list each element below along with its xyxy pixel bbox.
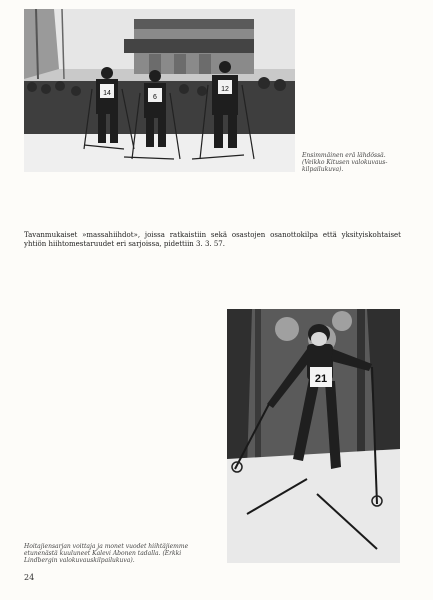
bib-number: 12 [221,86,229,93]
page-number: 24 [24,573,35,582]
ski-race-start-photo [24,9,295,172]
bib-number: 14 [103,90,111,97]
bottom-photo-caption: Hoitajiensarjan voittaja ja monet vuodet hiihtäjiemme etunenästä kuuluneet Kalevi Abonen tadalla. (Erkki Lindbergin valokuvauskilpailukuva). [24,543,189,565]
top-photo-caption: Ensimmäinen erä lähdössä. (Veikko Kitusen valokuvaus- kilpailukuva). [302,152,388,174]
bib-number: 21 [314,373,328,385]
bib-number: 6 [153,94,157,101]
skier-portrait-photo [227,309,400,563]
body-paragraph: Tavanmukaiset »massahiihdot», joissa ratkaistiin sekä osastojen osanottokilpa että yksityiskohtaiset yhtiön hiihtomestaruudet eri sarjoissa, pidettiin 3. 3. 57. [24,231,401,248]
